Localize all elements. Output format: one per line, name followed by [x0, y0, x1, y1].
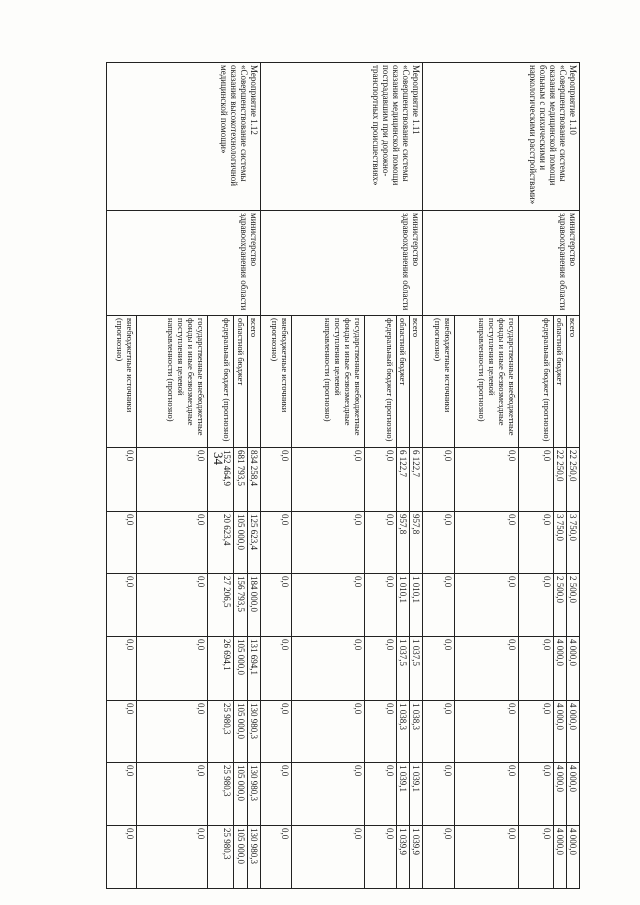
- rotated-table-wrapper: [106, 62, 580, 888]
- value-cell: 4 000,0: [566, 701, 579, 763]
- value-cell: 27 206,5: [208, 574, 234, 637]
- value-cell: 22 250,0: [566, 448, 579, 512]
- executor-cell: министерство здравоохранения области: [260, 211, 423, 316]
- value-cell: 0,0: [423, 826, 454, 889]
- value-cell: 0,0: [292, 763, 365, 826]
- measure-cell: Мероприятие 1.11 «Совершенствование системы оказания медицинской помощи пострадавшим при дорожно-транспортных происшествиях»: [260, 63, 423, 211]
- funding-source-cell: областной бюджет: [234, 316, 247, 448]
- value-cell: 0,0: [107, 512, 137, 574]
- executor-cell: министерство здравоохранения области: [107, 211, 261, 316]
- value-cell: 0,0: [454, 512, 519, 574]
- table-row: [566, 63, 579, 889]
- funding-source-cell: областной бюджет: [397, 316, 410, 448]
- value-cell: 131 694,1: [247, 637, 260, 701]
- value-cell: 0,0: [292, 574, 365, 637]
- value-cell: 0,0: [137, 637, 208, 701]
- value-cell: 0,0: [292, 826, 365, 889]
- table-row: [410, 63, 423, 889]
- executor-cell: министерство здравоохранения области: [423, 211, 580, 316]
- value-cell: 0,0: [137, 574, 208, 637]
- funding-source-cell: внебюджетные источники (прогнозно): [423, 316, 454, 448]
- value-cell: 0,0: [423, 701, 454, 763]
- value-cell: 0,0: [137, 448, 208, 512]
- value-cell: 0,0: [260, 637, 291, 701]
- value-cell: 1 038,3: [410, 701, 423, 763]
- value-cell: 0,0: [519, 637, 553, 701]
- value-cell: 26 694,1: [208, 637, 234, 701]
- value-cell: 0,0: [137, 826, 208, 889]
- value-cell: 105 000,0: [234, 512, 247, 574]
- value-cell: 4 000,0: [553, 701, 566, 763]
- funding-source-cell: федеральный бюджет (прогнозно): [364, 316, 396, 448]
- value-cell: 1 039,1: [410, 763, 423, 826]
- value-cell: 0,0: [519, 574, 553, 637]
- value-cell: 0,0: [292, 637, 365, 701]
- value-cell: 0,0: [364, 512, 396, 574]
- value-cell: 0,0: [364, 701, 396, 763]
- value-cell: 1 039,9: [397, 826, 410, 889]
- value-cell: 105 000,0: [234, 826, 247, 889]
- funding-source-cell: внебюджетные источники (прогнозно): [107, 316, 137, 448]
- value-cell: 1 039,1: [397, 763, 410, 826]
- value-cell: 184 000,0: [247, 574, 260, 637]
- value-cell: 0,0: [364, 574, 396, 637]
- value-cell: 0,0: [454, 637, 519, 701]
- value-cell: 0,0: [260, 448, 291, 512]
- value-cell: 156 793,5: [234, 574, 247, 637]
- value-cell: 0,0: [107, 574, 137, 637]
- value-cell: 1 039,9: [410, 826, 423, 889]
- value-cell: 0,0: [364, 637, 396, 701]
- value-cell: 0,0: [423, 574, 454, 637]
- value-cell: 0,0: [519, 826, 553, 889]
- value-cell: 125 623,4: [247, 512, 260, 574]
- value-cell: 4 000,0: [566, 637, 579, 701]
- value-cell: 0,0: [107, 448, 137, 512]
- value-cell: 22 250,0: [553, 448, 566, 512]
- funding-source-cell: внебюджетные источники (прогнозно): [260, 316, 291, 448]
- value-cell: 0,0: [137, 512, 208, 574]
- table-row: [247, 63, 260, 889]
- value-cell: 0,0: [107, 637, 137, 701]
- value-cell: 4 000,0: [566, 763, 579, 826]
- value-cell: 0,0: [107, 763, 137, 826]
- value-cell: 0,0: [454, 448, 519, 512]
- value-cell: 20 623,4: [208, 512, 234, 574]
- value-cell: 0,0: [423, 637, 454, 701]
- value-cell: 0,0: [519, 448, 553, 512]
- value-cell: 130 980,3: [247, 826, 260, 889]
- value-cell: 0,0: [423, 512, 454, 574]
- value-cell: 1 010,1: [397, 574, 410, 637]
- value-cell: 3 750,0: [553, 512, 566, 574]
- value-cell: 0,0: [364, 826, 396, 889]
- funding-source-cell: областной бюджет: [553, 316, 566, 448]
- funding-source-cell: государственные внебюджетные фонды и иные безвозмездные поступления целевой направленности (прогнозно): [292, 316, 365, 448]
- value-cell: 0,0: [292, 701, 365, 763]
- value-cell: 4 000,0: [566, 826, 579, 889]
- funding-source-cell: всего: [410, 316, 423, 448]
- value-cell: 2 500,0: [566, 574, 579, 637]
- value-cell: 6 122,7: [410, 448, 423, 512]
- value-cell: 0,0: [137, 763, 208, 826]
- value-cell: 130 980,3: [247, 701, 260, 763]
- funding-source-cell: федеральный бюджет (прогнозно): [519, 316, 553, 448]
- value-cell: 130 980,3: [247, 763, 260, 826]
- value-cell: 957,8: [397, 512, 410, 574]
- measure-cell: Мероприятие 1.10 «Совершенствование системы оказания медицинской помощи больным с психическими и наркологическими расстройствами»: [423, 63, 580, 211]
- value-cell: 681 793,5: [234, 448, 247, 512]
- value-cell: 4 000,0: [553, 763, 566, 826]
- page-number: 34: [211, 452, 226, 465]
- value-cell: 0,0: [260, 701, 291, 763]
- value-cell: 0,0: [292, 512, 365, 574]
- value-cell: 4 000,0: [553, 826, 566, 889]
- value-cell: 0,0: [454, 701, 519, 763]
- value-cell: 0,0: [454, 826, 519, 889]
- value-cell: 0,0: [519, 763, 553, 826]
- value-cell: 0,0: [260, 512, 291, 574]
- value-cell: 0,0: [423, 448, 454, 512]
- value-cell: 25 980,3: [208, 701, 234, 763]
- value-cell: 0,0: [519, 512, 553, 574]
- funding-source-cell: государственные внебюджетные фонды и иные безвозмездные поступления целевой направленности (прогнозно): [137, 316, 208, 448]
- value-cell: 0,0: [454, 574, 519, 637]
- value-cell: 0,0: [107, 701, 137, 763]
- value-cell: 6 122,7: [397, 448, 410, 512]
- value-cell: 2 500,0: [553, 574, 566, 637]
- value-cell: 0,0: [364, 448, 396, 512]
- value-cell: 0,0: [260, 826, 291, 889]
- value-cell: 0,0: [260, 574, 291, 637]
- value-cell: 834 258,4: [247, 448, 260, 512]
- value-cell: 1 038,3: [397, 701, 410, 763]
- value-cell: 25 980,3: [208, 826, 234, 889]
- value-cell: 105 000,0: [234, 701, 247, 763]
- value-cell: 0,0: [519, 701, 553, 763]
- value-cell: 0,0: [292, 448, 365, 512]
- measure-cell: Мероприятие 1.12 «Совершенствование системы оказания высокотехнологичной медицинской помощи»: [107, 63, 261, 211]
- value-cell: 4 000,0: [553, 637, 566, 701]
- value-cell: 25 980,3: [208, 763, 234, 826]
- funding-source-cell: всего: [566, 316, 579, 448]
- value-cell: 1 037,5: [397, 637, 410, 701]
- value-cell: 0,0: [454, 763, 519, 826]
- value-cell: 957,8: [410, 512, 423, 574]
- value-cell: 0,0: [423, 763, 454, 826]
- funding-source-cell: всего: [247, 316, 260, 448]
- value-cell: 105 000,0: [234, 637, 247, 701]
- value-cell: 1 010,1: [410, 574, 423, 637]
- funding-table: [106, 62, 580, 889]
- value-cell: 0,0: [107, 826, 137, 889]
- value-cell: 0,0: [137, 701, 208, 763]
- value-cell: 1 037,5: [410, 637, 423, 701]
- value-cell: 0,0: [364, 763, 396, 826]
- value-cell: 105 000,0: [234, 763, 247, 826]
- funding-source-cell: государственные внебюджетные фонды и иные безвозмездные поступления целевой направленности (прогнозно): [454, 316, 519, 448]
- value-cell: 152 464,9: [208, 448, 234, 512]
- funding-source-cell: федеральный бюджет (прогнозно): [208, 316, 234, 448]
- value-cell: 3 750,0: [566, 512, 579, 574]
- value-cell: 0,0: [260, 763, 291, 826]
